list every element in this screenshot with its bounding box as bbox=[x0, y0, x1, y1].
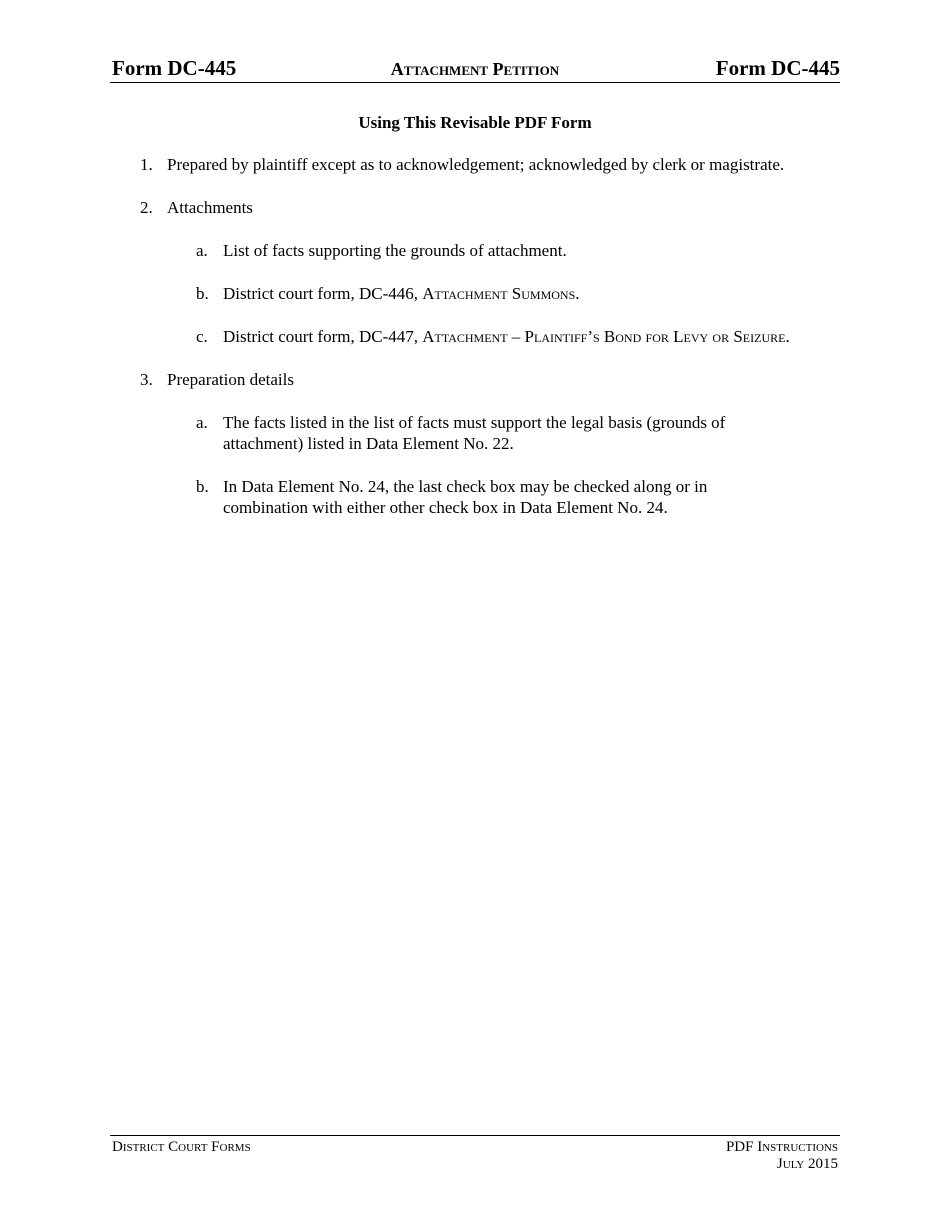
list-item-text: Preparation details bbox=[167, 370, 294, 389]
sub-list-item bbox=[167, 240, 753, 261]
sub-item-letter: b. bbox=[196, 284, 209, 303]
sub-item-suffix: . bbox=[785, 327, 790, 346]
sub-list-item bbox=[167, 326, 823, 347]
sub-list bbox=[167, 240, 840, 347]
sub-item-text: In Data Element No. 24, the last check box may be checked along or in combination with either other check box in Data Element No. 24. bbox=[223, 477, 708, 517]
list-item bbox=[110, 154, 840, 175]
sub-item-letter: c. bbox=[196, 327, 208, 346]
list-item-text: Attachments bbox=[167, 198, 253, 217]
list-item-number: 1. bbox=[140, 155, 153, 174]
page-header bbox=[110, 56, 840, 83]
form-number-left: Form DC-445 bbox=[112, 56, 237, 80]
footer-document-info bbox=[726, 1139, 838, 1173]
list-item-number: 2. bbox=[140, 198, 153, 217]
form-title: Attachment Petition bbox=[390, 59, 560, 79]
sub-item-prefix: District court form, DC-447, bbox=[223, 327, 423, 346]
instructions-list bbox=[110, 154, 840, 540]
footer-publisher: District Court Forms bbox=[112, 1139, 251, 1155]
sub-item-suffix: . bbox=[575, 284, 580, 303]
sub-list bbox=[167, 412, 840, 518]
sub-list-item bbox=[167, 283, 753, 304]
referenced-form-title: Attachment Summons bbox=[422, 284, 576, 303]
list-item bbox=[110, 197, 840, 347]
list-item-number: 3. bbox=[140, 370, 153, 389]
footer-date: July 2015 bbox=[776, 1156, 838, 1172]
sub-item-letter: a. bbox=[196, 413, 208, 432]
referenced-form-title: Attachment – Plaintiff’s Bond for Levy or Seizure bbox=[422, 327, 786, 346]
sub-item-text: List of facts supporting the grounds of attachment. bbox=[223, 241, 567, 260]
sub-item-prefix: District court form, DC-446, bbox=[223, 284, 423, 303]
sub-item-text: The facts listed in the list of facts must support the legal basis (grounds of attachment) listed in Data Element No. 22. bbox=[223, 413, 726, 453]
sub-item-letter: a. bbox=[196, 241, 208, 260]
footer-document-type: PDF Instructions bbox=[725, 1139, 838, 1155]
sub-item-letter: b. bbox=[196, 477, 209, 496]
form-number-right: Form DC-445 bbox=[715, 56, 840, 80]
sub-list-item bbox=[167, 412, 788, 454]
page-footer bbox=[110, 1135, 840, 1172]
list-item-text: Prepared by plaintiff except as to acknowledgement; acknowledged by clerk or magistrate. bbox=[167, 155, 785, 174]
list-item bbox=[110, 369, 840, 518]
sub-list-item bbox=[167, 476, 768, 518]
section-heading: Using This Revisable PDF Form bbox=[358, 113, 592, 132]
